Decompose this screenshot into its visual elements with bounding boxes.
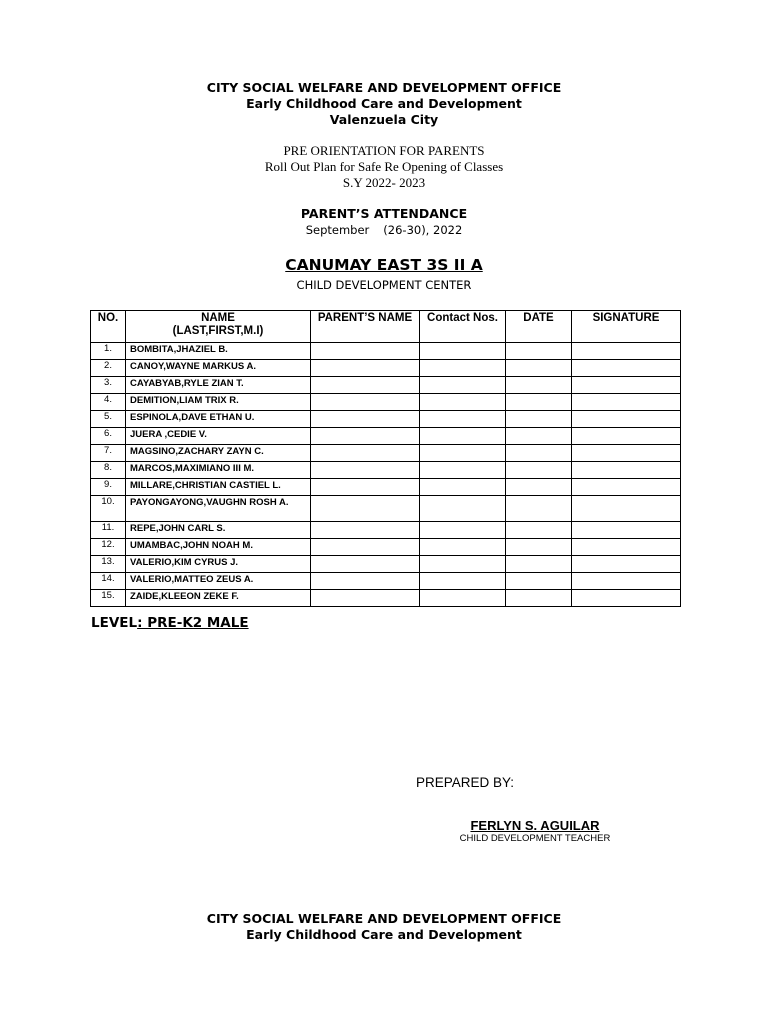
date-cell[interactable] [506, 590, 572, 607]
child-name: ZAIDE,KLEEON ZEKE F. [126, 590, 311, 607]
date-cell[interactable] [506, 394, 572, 411]
contact-cell[interactable] [420, 496, 506, 522]
contact-cell[interactable] [420, 445, 506, 462]
parent-name-cell[interactable] [311, 573, 420, 590]
signature-cell[interactable] [572, 462, 681, 479]
date-cell[interactable] [506, 496, 572, 522]
contact-cell[interactable] [420, 522, 506, 539]
contact-cell[interactable] [420, 343, 506, 360]
date-cell[interactable] [506, 377, 572, 394]
attendance-month: September [305, 223, 370, 237]
contact-cell[interactable] [420, 479, 506, 496]
event-subtitle: Roll Out Plan for Safe Re Opening of Classes [264, 159, 504, 174]
document-header [0, 80, 768, 128]
table-row [91, 411, 681, 428]
row-number: 12. [91, 539, 126, 556]
date-cell[interactable] [506, 411, 572, 428]
table-row [91, 522, 681, 539]
signature-cell[interactable] [572, 496, 681, 522]
parent-name-cell[interactable] [311, 428, 420, 445]
child-name: MILLARE,CHRISTIAN CASTIEL L. [126, 479, 311, 496]
table-row [91, 462, 681, 479]
date-cell[interactable] [506, 343, 572, 360]
signature-cell[interactable] [572, 394, 681, 411]
table-header-col-name: NAME (LAST,FIRST,M.I) [126, 311, 311, 343]
table-row [91, 539, 681, 556]
row-number: 10. [91, 496, 126, 522]
child-name: MAGSINO,ZACHARY ZAYN C. [126, 445, 311, 462]
signatory-name: FERLYN S. AGUILAR [470, 818, 600, 833]
contact-cell[interactable] [420, 573, 506, 590]
table-row [91, 496, 681, 522]
parent-name-cell[interactable] [311, 479, 420, 496]
row-number: 13. [91, 556, 126, 573]
level-value: : PRE-K2 MALE [137, 615, 249, 631]
table-row [91, 479, 681, 496]
document-footer [0, 911, 768, 943]
footer-program-name: Early Childhood Care and Development [246, 927, 522, 942]
office-name: CITY SOCIAL WELFARE AND DEVELOPMENT OFFICE [206, 80, 562, 95]
parent-name-cell[interactable] [311, 462, 420, 479]
event-block [0, 143, 768, 191]
row-number: 14. [91, 573, 126, 590]
table-header-col-date: DATE [506, 311, 572, 343]
row-number: 6. [91, 428, 126, 445]
table-body [91, 343, 681, 607]
event-title: PRE ORIENTATION FOR PARENTS [283, 143, 485, 158]
contact-cell[interactable] [420, 428, 506, 445]
table-row [91, 590, 681, 607]
row-number: 1. [91, 343, 126, 360]
child-name: PAYONGAYONG,VAUGHN ROSH A. [126, 496, 311, 522]
table-row [91, 556, 681, 573]
table-header-col-no: NO. [91, 311, 126, 343]
center-type: CHILD DEVELOPMENT CENTER [296, 278, 472, 292]
signature-cell[interactable] [572, 445, 681, 462]
signature-cell[interactable] [572, 556, 681, 573]
signature-cell[interactable] [572, 377, 681, 394]
date-cell[interactable] [506, 573, 572, 590]
prepared-by-label: PREPARED BY: [416, 775, 515, 790]
contact-cell[interactable] [420, 394, 506, 411]
signature-cell[interactable] [572, 428, 681, 445]
row-number: 7. [91, 445, 126, 462]
row-number: 2. [91, 360, 126, 377]
parent-name-cell[interactable] [311, 539, 420, 556]
table-header-col-contact: Contact Nos. [420, 311, 506, 343]
table-header-col-parent-name: PARENT’S NAME [311, 311, 420, 343]
date-cell[interactable] [506, 428, 572, 445]
level-label [91, 615, 249, 631]
table-row [91, 428, 681, 445]
row-number: 3. [91, 377, 126, 394]
row-number: 5. [91, 411, 126, 428]
signatory-title: CHILD DEVELOPMENT TEACHER [459, 833, 611, 844]
child-name: UMAMBAC,JOHN NOAH M. [126, 539, 311, 556]
child-name: REPE,JOHN CARL S. [126, 522, 311, 539]
signature-cell[interactable] [572, 411, 681, 428]
date-cell[interactable] [506, 479, 572, 496]
attendance-title: PARENT’S ATTENDANCE [300, 206, 468, 221]
date-cell[interactable] [506, 522, 572, 539]
row-number: 15. [91, 590, 126, 607]
parent-name-cell[interactable] [311, 343, 420, 360]
center-name: CANUMAY EAST 3S II A [285, 256, 483, 274]
table-row [91, 445, 681, 462]
signature-cell[interactable] [572, 539, 681, 556]
row-number: 8. [91, 462, 126, 479]
date-cell[interactable] [506, 556, 572, 573]
row-number: 4. [91, 394, 126, 411]
attendance-table [90, 310, 681, 607]
parent-name-cell[interactable] [311, 556, 420, 573]
signature-cell[interactable] [572, 522, 681, 539]
signature-cell[interactable] [572, 590, 681, 607]
signature-cell[interactable] [572, 479, 681, 496]
child-name: CAYABYAB,RYLE ZIAN T. [126, 377, 311, 394]
contact-cell[interactable] [420, 539, 506, 556]
child-name: ESPINOLA,DAVE ETHAN U. [126, 411, 311, 428]
signatory-block [454, 818, 616, 844]
attendance-dates: (26-30), 2022 [383, 223, 463, 237]
parent-name-cell[interactable] [311, 590, 420, 607]
contact-cell[interactable] [420, 377, 506, 394]
table-row [91, 360, 681, 377]
parent-name-cell[interactable] [311, 360, 420, 377]
parent-name-cell[interactable] [311, 411, 420, 428]
date-cell[interactable] [506, 445, 572, 462]
program-name: Early Childhood Care and Development [246, 96, 522, 111]
child-name: VALERIO,KIM CYRUS J. [126, 556, 311, 573]
signature-cell[interactable] [572, 360, 681, 377]
parent-name-cell[interactable] [311, 445, 420, 462]
date-cell[interactable] [506, 462, 572, 479]
contact-cell[interactable] [420, 462, 506, 479]
child-name: MARCOS,MAXIMIANO III M. [126, 462, 311, 479]
parent-name-cell[interactable] [311, 377, 420, 394]
date-cell[interactable] [506, 360, 572, 377]
parent-name-cell[interactable] [311, 496, 420, 522]
parent-name-cell[interactable] [311, 394, 420, 411]
date-cell[interactable] [506, 539, 572, 556]
row-number: 11. [91, 522, 126, 539]
table-row [91, 343, 681, 360]
signature-cell[interactable] [572, 343, 681, 360]
child-name: JUERA ,CEDIE V. [126, 428, 311, 445]
child-name: CANOY,WAYNE MARKUS A. [126, 360, 311, 377]
level-label-text: LEVEL [91, 615, 138, 631]
table-row [91, 377, 681, 394]
footer-office-name: CITY SOCIAL WELFARE AND DEVELOPMENT OFFICE [206, 911, 562, 926]
parent-name-cell[interactable] [311, 522, 420, 539]
table-header-row [91, 311, 681, 343]
row-number: 9. [91, 479, 126, 496]
city-name: Valenzuela City [329, 112, 439, 127]
contact-cell[interactable] [420, 411, 506, 428]
child-name: BOMBITA,JHAZIEL B. [126, 343, 311, 360]
contact-cell[interactable] [420, 556, 506, 573]
child-name: DEMITION,LIAM TRIX R. [126, 394, 311, 411]
contact-cell[interactable] [420, 360, 506, 377]
contact-cell[interactable] [420, 590, 506, 607]
table-header-col-signature: SIGNATURE [572, 311, 681, 343]
signature-cell[interactable] [572, 573, 681, 590]
table-row [91, 394, 681, 411]
table-row [91, 573, 681, 590]
school-year: S.Y 2022- 2023 [342, 175, 426, 190]
child-name: VALERIO,MATTEO ZEUS A. [126, 573, 311, 590]
attendance-date [0, 223, 768, 237]
